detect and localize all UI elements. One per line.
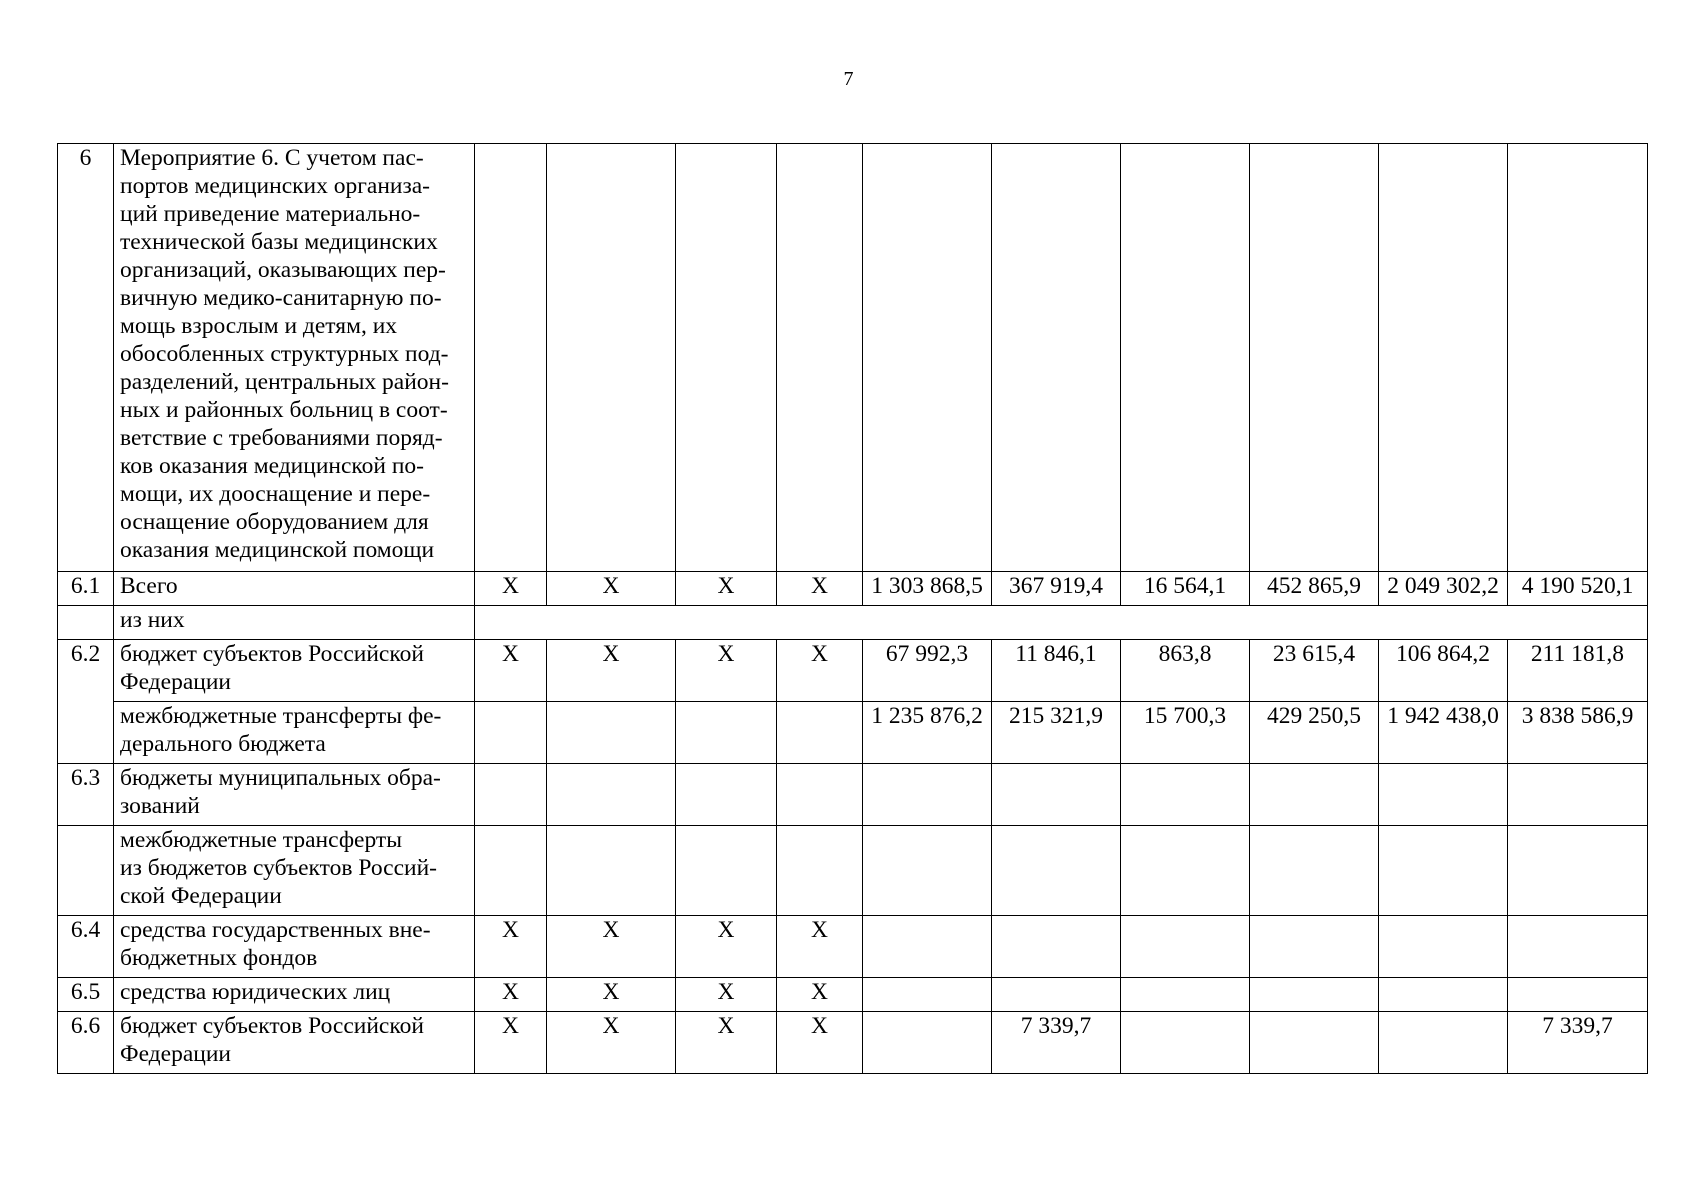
table-row xyxy=(58,1012,1648,1074)
row-label: средства юридических лиц xyxy=(114,978,475,1012)
row-number: 6 xyxy=(58,144,114,572)
mark-cell xyxy=(777,826,863,916)
row-label-text: бюджет субъектов Российской Федерации xyxy=(120,1013,424,1067)
row-label-text: бюджеты муниципальных обра- зований xyxy=(120,765,441,819)
value-cell xyxy=(1379,764,1508,826)
mark-cell xyxy=(475,144,547,572)
value-cell: 367 919,4 xyxy=(992,572,1121,606)
table-row xyxy=(58,978,1648,1012)
mark-cell xyxy=(676,144,777,572)
mark-cell: X xyxy=(777,572,863,606)
row-label xyxy=(114,916,475,978)
value-cell: 106 864,2 xyxy=(1379,640,1508,702)
mark-cell xyxy=(547,764,676,826)
activity-description: Мероприятие 6. С учетом пас- портов медицинских организа- ций приведение материально- технической базы медицинских организаций, оказывающих пер- вичную медико-санитарную по- мощь взрослым и детям, их обособленных структурных под- разделений, центральных район- ных и районных больниц в соот- ветствие с требованиями поряд- ков оказания медицинской по- мощи, их дооснащение и пере- оснащение оборудованием для оказания медицинской помощи xyxy=(120,145,449,563)
value-cell xyxy=(1250,144,1379,572)
value-cell xyxy=(1508,978,1648,1012)
mark-cell: X xyxy=(475,1012,547,1074)
table-row xyxy=(58,606,1648,640)
mark-cell: X xyxy=(475,640,547,702)
mark-cell xyxy=(777,144,863,572)
table-row xyxy=(58,916,1648,978)
row-label xyxy=(114,826,475,916)
mark-cell: X xyxy=(777,916,863,978)
mark-cell: X xyxy=(475,978,547,1012)
mark-cell: X xyxy=(547,916,676,978)
mark-cell xyxy=(777,764,863,826)
value-cell xyxy=(1121,1012,1250,1074)
value-cell xyxy=(1121,978,1250,1012)
value-cell xyxy=(1379,1012,1508,1074)
value-cell: 1 303 868,5 xyxy=(863,572,992,606)
row-label-text: средства государственных вне- бюджетных фондов xyxy=(120,917,431,971)
row-number: 6.4 xyxy=(58,916,114,978)
row-number: 6.6 xyxy=(58,1012,114,1074)
mark-cell: X xyxy=(676,640,777,702)
row-number xyxy=(58,606,114,640)
value-cell: 3 838 586,9 xyxy=(1508,702,1648,764)
value-cell: 1 235 876,2 xyxy=(863,702,992,764)
value-cell xyxy=(1508,764,1648,826)
mark-cell xyxy=(547,826,676,916)
table-row xyxy=(58,826,1648,916)
value-cell xyxy=(992,764,1121,826)
mark-cell: X xyxy=(547,640,676,702)
value-cell xyxy=(992,826,1121,916)
mark-cell: X xyxy=(676,978,777,1012)
merged-empty-cell xyxy=(475,606,1648,640)
value-cell xyxy=(1121,764,1250,826)
row-number: 6.1 xyxy=(58,572,114,606)
value-cell xyxy=(863,916,992,978)
value-cell xyxy=(1121,144,1250,572)
value-cell xyxy=(1379,826,1508,916)
value-cell xyxy=(1508,144,1648,572)
mark-cell: X xyxy=(676,1012,777,1074)
value-cell xyxy=(1508,916,1648,978)
value-cell: 67 992,3 xyxy=(863,640,992,702)
value-cell xyxy=(1250,826,1379,916)
value-cell xyxy=(1508,826,1648,916)
mark-cell: X xyxy=(676,916,777,978)
value-cell xyxy=(863,826,992,916)
mark-cell xyxy=(475,826,547,916)
value-cell xyxy=(992,916,1121,978)
value-cell: 23 615,4 xyxy=(1250,640,1379,702)
mark-cell: X xyxy=(777,978,863,1012)
row-label xyxy=(114,764,475,826)
row-number: 6.2 xyxy=(58,640,114,764)
table-row xyxy=(58,572,1648,606)
row-label xyxy=(114,640,475,702)
row-label: Всего xyxy=(114,572,475,606)
value-cell xyxy=(1250,764,1379,826)
value-cell: 7 339,7 xyxy=(992,1012,1121,1074)
mark-cell: X xyxy=(547,572,676,606)
value-cell: 429 250,5 xyxy=(1250,702,1379,764)
value-cell: 15 700,3 xyxy=(1121,702,1250,764)
row-label-text: межбюджетные трансферты фе- дерального бюджета xyxy=(120,703,442,757)
row-number: 6.3 xyxy=(58,764,114,826)
value-cell xyxy=(1250,1012,1379,1074)
value-cell xyxy=(863,764,992,826)
table-row xyxy=(58,144,1648,572)
mark-cell xyxy=(547,702,676,764)
mark-cell xyxy=(676,764,777,826)
value-cell xyxy=(1250,978,1379,1012)
mark-cell: X xyxy=(777,1012,863,1074)
page-number: 7 xyxy=(843,68,854,90)
mark-cell xyxy=(547,144,676,572)
table-row xyxy=(58,702,1648,764)
value-cell xyxy=(1379,144,1508,572)
mark-cell xyxy=(676,702,777,764)
value-cell: 4 190 520,1 xyxy=(1508,572,1648,606)
mark-cell xyxy=(475,764,547,826)
mark-cell: X xyxy=(547,978,676,1012)
value-cell: 11 846,1 xyxy=(992,640,1121,702)
mark-cell xyxy=(676,826,777,916)
value-cell xyxy=(992,978,1121,1012)
row-label xyxy=(114,702,475,764)
mark-cell: X xyxy=(676,572,777,606)
row-label-text: бюджет субъектов Российской Федерации xyxy=(120,641,424,695)
value-cell: 215 321,9 xyxy=(992,702,1121,764)
row-label: из них xyxy=(114,606,475,640)
value-cell xyxy=(863,1012,992,1074)
row-label-text: межбюджетные трансферты из бюджетов субъектов Россий- ской Федерации xyxy=(120,827,438,909)
table-row xyxy=(58,640,1648,702)
value-cell: 16 564,1 xyxy=(1121,572,1250,606)
mark-cell: X xyxy=(777,640,863,702)
value-cell: 863,8 xyxy=(1121,640,1250,702)
mark-cell xyxy=(777,702,863,764)
mark-cell: X xyxy=(547,1012,676,1074)
value-cell xyxy=(992,144,1121,572)
row-label xyxy=(114,144,475,572)
value-cell: 7 339,7 xyxy=(1508,1012,1648,1074)
row-label xyxy=(114,1012,475,1074)
row-number: 6.5 xyxy=(58,978,114,1012)
value-cell: 2 049 302,2 xyxy=(1379,572,1508,606)
mark-cell: X xyxy=(475,572,547,606)
value-cell xyxy=(1121,826,1250,916)
row-number xyxy=(58,826,114,916)
value-cell: 211 181,8 xyxy=(1508,640,1648,702)
budget-table xyxy=(57,143,1648,1074)
mark-cell: X xyxy=(475,916,547,978)
value-cell: 452 865,9 xyxy=(1250,572,1379,606)
value-cell xyxy=(1379,916,1508,978)
value-cell xyxy=(1250,916,1379,978)
value-cell xyxy=(863,978,992,1012)
value-cell xyxy=(863,144,992,572)
value-cell: 1 942 438,0 xyxy=(1379,702,1508,764)
mark-cell xyxy=(475,702,547,764)
value-cell xyxy=(1121,916,1250,978)
table-row xyxy=(58,764,1648,826)
value-cell xyxy=(1379,978,1508,1012)
